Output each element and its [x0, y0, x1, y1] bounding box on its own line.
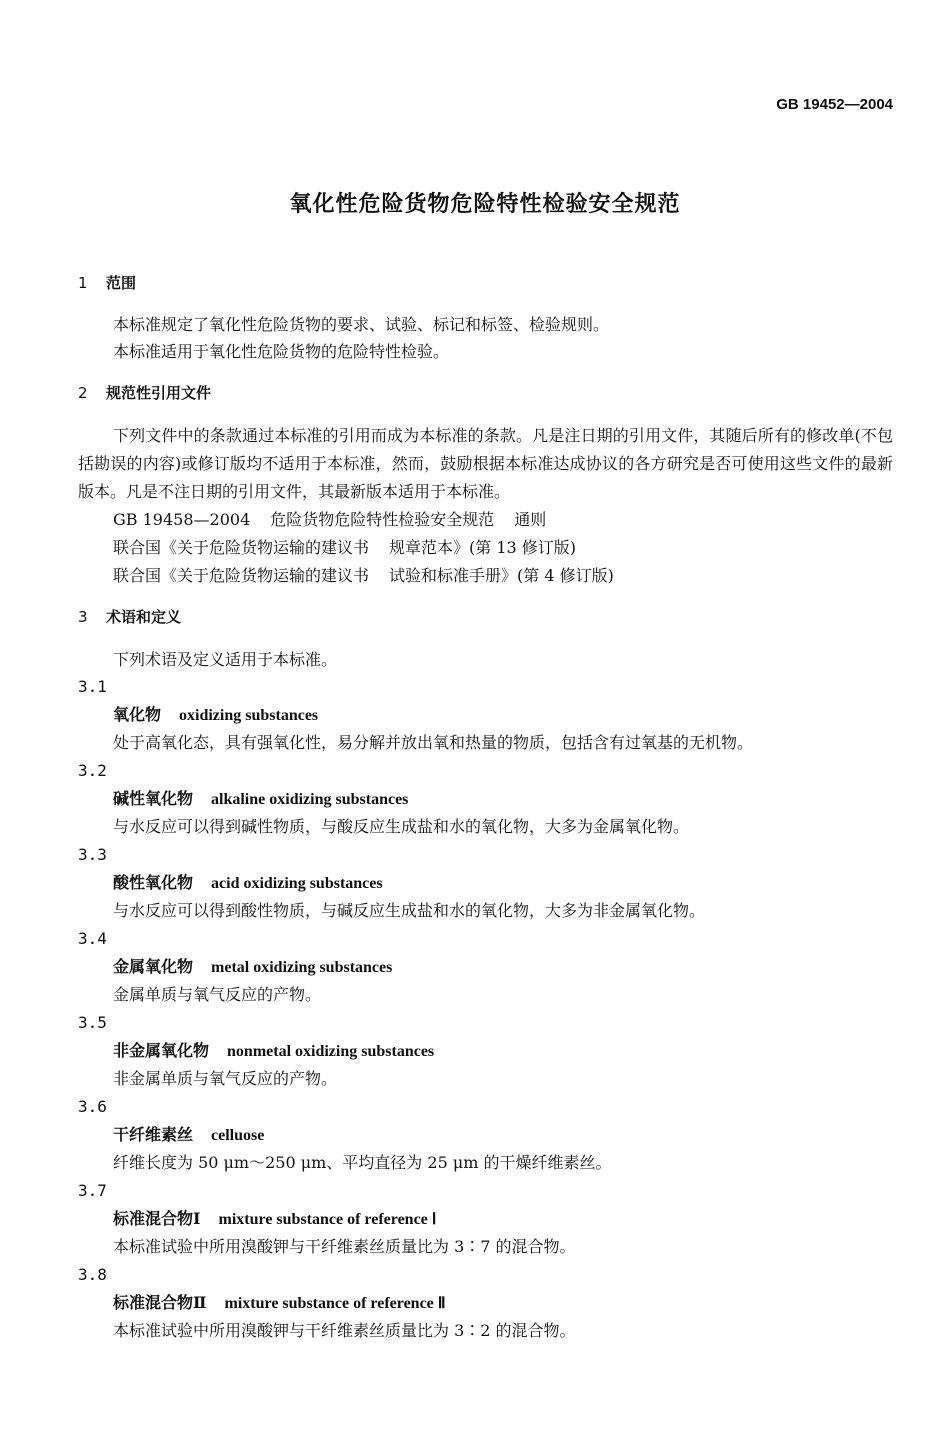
term-heading	[113, 957, 392, 978]
term-en: metal oxidizing substances	[211, 959, 393, 976]
term-heading	[113, 1293, 446, 1314]
term-zh: 标准混合物Ⅱ	[113, 1293, 207, 1312]
document-title: 氧化性危险货物危险特性检验安全规范	[289, 192, 681, 217]
term-heading	[113, 1209, 437, 1230]
term-definition: 金属单质与氧气反应的产物。	[113, 985, 322, 1004]
section-heading-references: 2 规范性引用文件	[78, 384, 212, 402]
reference-item: GB 19458—2004 危险货物危险特性检验安全规范 通则	[113, 510, 547, 529]
term-definition: 与水反应可以得到酸性物质，与碱反应生成盐和水的氧化物，大多为非金属氧化物。	[113, 901, 706, 920]
term-zh: 非金属氧化物	[113, 1041, 210, 1060]
term-en: mixture substance of reference Ⅱ	[224, 1295, 446, 1312]
term-zh: 氧化物	[113, 705, 162, 724]
term-number: 3.2	[78, 761, 107, 780]
term-number: 3.1	[78, 677, 107, 696]
reference-item: 联合国《关于危险货物运输的建议书 试验和标准手册》(第 4 修订版)	[113, 566, 614, 585]
standard-number: GB 19452—2004	[776, 96, 893, 113]
term-definition: 非金属单质与氧气反应的产物。	[113, 1069, 338, 1088]
term-number: 3.5	[78, 1013, 107, 1032]
term-zh: 碱性氧化物	[113, 789, 194, 808]
term-definition: 处于高氧化态，具有强氧化性，易分解并放出氧和热量的物质，包括含有过氧基的无机物。	[113, 733, 754, 752]
term-zh: 金属氧化物	[113, 957, 194, 976]
reference-item: 联合国《关于危险货物运输的建议书 规章范本》(第 13 修订版)	[113, 538, 577, 557]
scope-line: 本标准规定了氧化性危险货物的要求、试验、标记和标签、检验规则。	[113, 315, 610, 334]
section-heading-terms: 3 术语和定义	[78, 608, 182, 626]
term-zh: 标准混合物Ⅰ	[113, 1209, 201, 1228]
term-heading	[113, 705, 318, 726]
term-en: acid oxidizing substances	[211, 875, 383, 892]
scope-line: 本标准适用于氧化性危险货物的危险特性检验。	[113, 342, 450, 361]
section-heading-scope: 1 范围	[78, 274, 137, 292]
term-en: alkaline oxidizing substances	[211, 791, 409, 808]
term-number: 3.4	[78, 929, 107, 948]
term-number: 3.3	[78, 845, 107, 864]
term-definition: 本标准试验中所用溴酸钾与干纤维素丝质量比为 3∶2 的混合物。	[113, 1321, 576, 1340]
term-number: 3.6	[78, 1097, 107, 1116]
term-heading	[113, 873, 383, 894]
term-heading	[113, 789, 408, 810]
terms-intro: 下列术语及定义适用于本标准。	[113, 650, 338, 669]
term-heading	[113, 1125, 264, 1146]
term-definition: 纤维长度为 50 μm～250 μm、平均直径为 25 μm 的干燥纤维素丝。	[113, 1153, 612, 1172]
term-zh: 干纤维素丝	[113, 1125, 194, 1144]
term-zh: 酸性氧化物	[113, 873, 194, 892]
term-definition: 本标准试验中所用溴酸钾与干纤维素丝质量比为 3∶7 的混合物。	[113, 1237, 576, 1256]
term-heading	[113, 1041, 434, 1062]
term-number: 3.8	[78, 1265, 107, 1284]
term-en: oxidizing substances	[179, 707, 319, 724]
term-number: 3.7	[78, 1181, 107, 1200]
term-en: mixture substance of reference Ⅰ	[218, 1211, 437, 1228]
term-en: nonmetal oxidizing substances	[227, 1043, 435, 1060]
term-en: celluose	[211, 1127, 265, 1144]
references-paragraph: 下列文件中的条款通过本标准的引用而成为本标准的条款。凡是注日期的引用文件，其随后所有的修改单(不包括勘误的内容)或修订版均不适用于本标准，然而，鼓励根据本标准达成协议的各方研究是否可使用这些文件的最新版本。凡是不注日期的引用文件，其最新版本适用于本标准。	[78, 426, 893, 501]
term-definition: 与水反应可以得到碱性物质，与酸反应生成盐和水的氧化物，大多为金属氧化物。	[113, 817, 690, 836]
